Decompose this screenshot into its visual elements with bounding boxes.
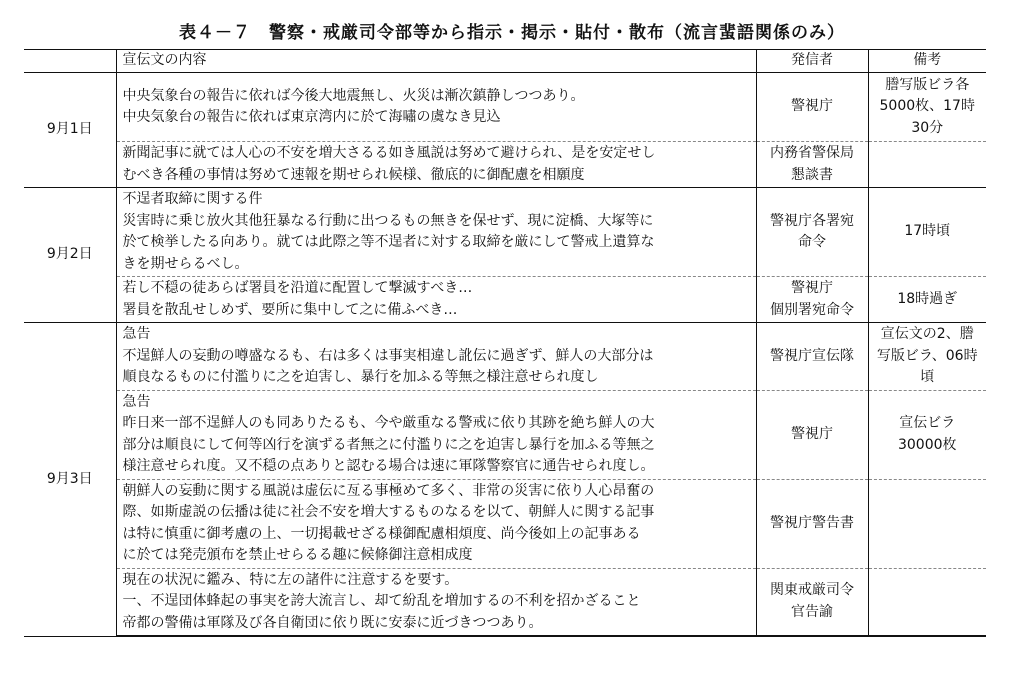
content-line: 新聞記事に就ては人心の不安を増大さるる如き風説は努めて避けられ、是を安定せし	[122, 145, 656, 161]
sender-line: 懇談書	[791, 166, 833, 183]
content-cell	[116, 73, 756, 142]
content-line: 署員を散乱せしめず、要所に集中して之に備ふべき…	[122, 301, 458, 318]
content-line: 不逞者取締に関する件	[122, 191, 263, 207]
content-cell	[116, 568, 756, 636]
content-line: 急告	[122, 393, 151, 410]
content-line: に於ては発売頒布を禁止せらるる趣に候條御注意相成度	[122, 547, 473, 563]
day-group-sep1	[24, 73, 986, 188]
note-line: 30分	[911, 119, 944, 136]
content-cell	[116, 479, 756, 568]
content-line: きを期せらるべし。	[122, 255, 249, 272]
content-line: 様注意せられ度。又不穏の点ありと認むる場合は速に軍隊警察官に通告せられ度し。	[122, 458, 655, 474]
sender-cell	[756, 277, 868, 323]
note-cell	[868, 323, 986, 391]
note-cell	[868, 277, 986, 323]
day-group-sep3	[24, 323, 986, 637]
header-date	[24, 50, 116, 73]
table-row	[24, 390, 986, 479]
sender-cell	[756, 142, 868, 188]
content-cell	[116, 390, 756, 479]
sender-cell	[756, 568, 868, 636]
content-cell	[116, 323, 756, 391]
content-line: 現在の状況に鑑み、特に左の諸件に注意するを要す。	[122, 571, 459, 588]
sender-line: 内務省警保局	[770, 145, 854, 161]
content-line: 部分は順良にして何等凶行を演ずる者無之に付濫りに之を迫害し暴行を加ふる等無之	[122, 436, 655, 453]
table-row	[24, 277, 986, 323]
table-row	[24, 188, 986, 277]
table-row	[24, 73, 986, 142]
content-cell	[116, 142, 756, 188]
content-line: 朝鮮人の妄動に関する風説は虚伝に亙る事極めて多く、非常の災害に依り人心昂奮の	[122, 482, 655, 499]
content-line: 順良なるものに付濫りに之を迫害し、暴行を加ふる等無之様注意せられ度し	[122, 369, 599, 385]
day-group-sep2	[24, 188, 986, 323]
content-line: 中央気象台の報告に依れば東京湾内に於て海嘯の虞なき見込	[122, 109, 501, 125]
content-line: むべき各種の事情は努めて速報を期せられ候様、徹底的に御配慮を相願度	[122, 166, 585, 183]
content-line: 際、如斯虚説の伝播は徒に社会不安を増大するものなるを以て、朝鮮人に関する記事	[122, 504, 655, 520]
sender-line: 官告諭	[791, 603, 833, 620]
note-line: 謄写版ビラ各	[885, 76, 970, 93]
sender-cell	[756, 323, 868, 391]
content-line: 不逞鮮人の妄動の噂盛なるも、右は多くは事実相違し訛伝に過ぎず、鮮人の大部分は	[122, 347, 654, 364]
header-content: 宣伝文の内容	[116, 50, 756, 73]
note-line: 17時頃	[904, 223, 951, 240]
content-line: 帝都の警備は軍隊及び各自衛団に依り既に安泰に近づきつつあり。	[122, 614, 543, 631]
note-line: 5000枚、17時	[879, 98, 975, 115]
table-row	[24, 568, 986, 636]
content-line: 急告	[122, 326, 151, 342]
note-cell	[868, 568, 986, 636]
note-line: 宣伝文の2、謄	[880, 326, 974, 342]
sender-cell	[756, 479, 868, 568]
content-cell	[116, 277, 756, 323]
note-cell	[868, 390, 986, 479]
content-line: は特に慎重に御考慮の上、一切掲載せざる様御配慮相煩度、尚今後如上の記事ある	[122, 525, 641, 542]
table-row	[24, 479, 986, 568]
note-line: 写版ビラ、06時	[876, 347, 978, 364]
header-note: 備考	[868, 50, 986, 73]
sender-cell	[756, 73, 868, 142]
table-row	[24, 142, 986, 188]
sender-line: 警視庁警告書	[770, 514, 854, 531]
note-line: 頃	[920, 369, 935, 385]
sender-line: 警視庁	[791, 98, 833, 115]
sender-line: 警視庁各署宛	[770, 212, 854, 229]
sender-line: 命令	[798, 234, 826, 250]
note-line: 18時過ぎ	[897, 290, 958, 307]
date-cell: 9月3日	[24, 323, 116, 637]
note-line: 30000枚	[897, 436, 957, 453]
note-cell	[868, 188, 986, 277]
content-line: 中央気象台の報告に依れば今後大地震無し、火災は漸次鎮静しつつあり。	[122, 87, 585, 104]
sender-line: 関東戒厳司令	[770, 582, 854, 599]
content-line: 若し不穏の徒あらば署員を沿道に配置して撃滅すべき…	[122, 280, 473, 296]
sender-line: 警視庁	[791, 425, 833, 442]
content-line: 一、不逞団体蜂起の事実を誇大流言し、却て紛乱を増加するの不利を招かざること	[122, 593, 641, 609]
date-cell: 9月2日	[24, 188, 116, 323]
content-line: 災害時に乗じ放火其他狂暴なる行動に出つるもの無きを保せず、現に淀橋、大塚等に	[122, 212, 654, 229]
sender-line: 警視庁宣伝隊	[770, 347, 854, 364]
sender-line: 警視庁	[791, 280, 833, 296]
content-cell	[116, 188, 756, 277]
sender-line: 個別署宛命令	[770, 301, 854, 318]
note-line: 宣伝ビラ	[899, 415, 956, 431]
sender-cell	[756, 390, 868, 479]
directive-table	[24, 49, 986, 637]
content-line: 昨日来一部不逞鮮人のも同ありたるも、今や厳重なる警戒に依り其跡を絶ち鮮人の大	[122, 415, 655, 431]
note-cell	[868, 73, 986, 142]
note-cell	[868, 479, 986, 568]
header-sender: 発信者	[756, 50, 868, 73]
note-cell	[868, 142, 986, 188]
sender-cell	[756, 188, 868, 277]
table-row	[24, 323, 986, 391]
content-line: 於て検挙したる向あり。就ては此際之等不逞者に対する取締を厳にして警戒上遺算な	[122, 234, 655, 250]
date-cell: 9月1日	[24, 73, 116, 188]
table-title: 表４－７ 警察・戒厳司令部等から指示・掲示・貼付・散布（流言蜚語関係のみ）	[179, 23, 845, 43]
table-header	[24, 50, 986, 73]
